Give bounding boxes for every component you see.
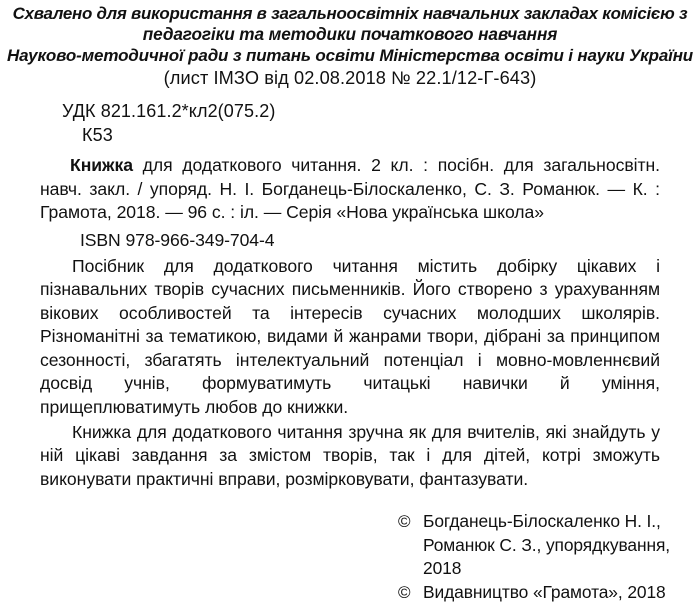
author-cipher: К53 (62, 123, 700, 147)
isbn: ISBN 978-966-349-704-4 (0, 228, 700, 252)
bibliographic-description (0, 154, 700, 225)
annotation-paragraph-2: Книжка для додаткового читання зручна як для вчителів, які знайдуть у ній цікаві завдання за змістом творів, так і для дітей, котрі зможуть виконувати практичні вправи, розмірковувати, фантазувати. (40, 421, 660, 492)
annotation-paragraph-1: Посібник для додаткового читання містить добірку цікавих і пізнавальних творів сучасних письменників. Його створено з урахуванням вікових особливостей та інтересів сучасних молодших школярів. Різноманітні за тематикою, видами й жанрами твори, дібрані за принципом сезонності, збагатять інтелектуальний потенціал і мовно-мовленнєвий досвід учнів, формуватимуть читацькі навички й уміння, прищеплюватимуть любов до книжки. (40, 255, 660, 420)
approval-line-2: педагогіки та методики початкового навчання (0, 24, 700, 45)
copyright-authors-year: 2018 (423, 558, 461, 578)
copyright-icon: © (398, 510, 410, 534)
copyright-authors-line-2: Романюк С. З., упорядкування, (423, 535, 670, 555)
approval-line-1: Схвалено для використання в загальноосвітніх навчальних закладах комісією з (0, 3, 700, 24)
annotation (0, 255, 700, 492)
copyright-icon-publisher: © (398, 581, 410, 604)
copyright-entry-publisher (398, 581, 678, 604)
udk-code: УДК 821.161.2*кл2(075.2) (62, 99, 700, 123)
bibliographic-title: Книжка (70, 155, 133, 175)
approval-letter-reference: (лист ІМЗО від 02.08.2018 № 22.1/12-Г-643) (0, 66, 700, 91)
copyright-entry-authors (398, 510, 678, 581)
approval-line-3: Науково-методичної ради з питань освіти Міністерства освіти і науки України (0, 45, 700, 66)
copyright-publisher-line: Видавництво «Грамота», 2018 (423, 581, 678, 604)
copyright-authors-line-1: Богданець-Білоскаленко Н. І., (423, 510, 678, 534)
udk-block (0, 99, 700, 147)
approval-statement (0, 0, 700, 91)
bibliographic-rest: для додаткового читання. 2 кл. : посібн. для загальносвітн. навч. закл. / упоряд. Н. І. Богданець-Білоскаленко, С. З. Романюк. — К. : Грамота, 2018. — 96 с. : іл. — Серія «Нова українська школа» (40, 155, 660, 222)
copyright-block (398, 510, 678, 604)
